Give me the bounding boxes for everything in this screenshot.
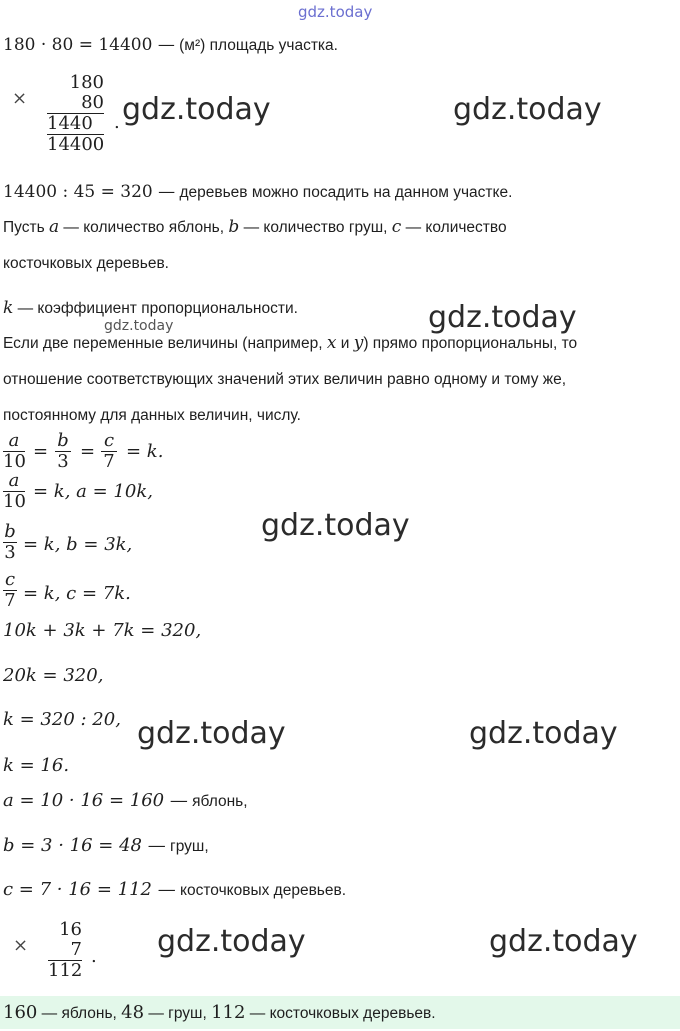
text: — коэффициент пропорциональности. <box>17 300 298 317</box>
area-equation: 180 · 80 = 14400 — <box>3 35 175 55</box>
factor-2: 7 <box>70 939 82 960</box>
line-pear-result <box>3 835 209 858</box>
equation-20k: 20k = 320, <box>3 665 104 686</box>
var-y: y <box>353 333 364 353</box>
watermark: gdz.today <box>428 300 577 335</box>
line-trees-count <box>3 181 512 204</box>
apple-equation: a = 10 · 16 = 160 — <box>3 790 188 811</box>
multiply-dot: . <box>114 112 120 133</box>
text: — яблонь, <box>41 1005 117 1022</box>
watermark-top: gdz.today <box>298 3 373 21</box>
watermark: gdz.today <box>157 924 306 959</box>
text: яблонь, <box>192 793 248 810</box>
factor-2: 80 <box>81 92 104 113</box>
frac-num: c <box>4 569 16 590</box>
multiply-sign: × <box>12 88 28 109</box>
multiply-dot: . <box>91 946 97 967</box>
text: груш, <box>170 838 209 855</box>
trees-equation: 14400 : 45 = 320 — <box>3 182 176 202</box>
frac-num: b <box>57 430 69 451</box>
text: — количество <box>405 219 507 236</box>
watermark-small: gdz.today <box>104 318 174 334</box>
var-b: b <box>228 217 240 237</box>
text: ) прямо пропорциональны, то <box>363 335 578 352</box>
equation-sum: 10k + 3k + 7k = 320, <box>3 620 202 641</box>
answer-stone: 112 <box>211 1002 246 1023</box>
answer-apples: 160 <box>3 1002 38 1023</box>
line-apple-result <box>3 790 248 813</box>
equation-tail: = k, b = 3k, <box>23 534 133 555</box>
factor-1: 16 <box>59 919 82 940</box>
text: — количество груш, <box>243 219 388 236</box>
text: косточковых деревьев. <box>180 882 347 899</box>
equals: = <box>33 441 49 462</box>
product-result: 14400 <box>47 134 105 155</box>
text: — косточковых деревьев. <box>249 1005 436 1022</box>
frac-den: 7 <box>4 590 16 611</box>
frac-num: a <box>8 470 20 491</box>
watermark: gdz.today <box>489 924 638 959</box>
watermark: gdz.today <box>469 716 618 751</box>
text: и <box>340 335 350 352</box>
line-definitions <box>3 216 507 239</box>
frac-den: 10 <box>3 451 26 472</box>
text: — количество яблонь, <box>63 219 225 236</box>
stone-equation: c = 7 · 16 = 112 — <box>3 879 176 900</box>
answer-pears: 48 <box>121 1002 145 1023</box>
line-area <box>3 34 338 57</box>
frac-num: a <box>8 430 20 451</box>
line-coefficient <box>3 297 298 320</box>
pear-equation: b = 3 · 16 = 48 — <box>3 835 166 856</box>
partial-product: 1440 <box>47 113 104 134</box>
equals-k: = k. <box>126 441 164 462</box>
frac-den: 7 <box>101 451 117 472</box>
frac-num: b <box>4 521 16 542</box>
frac-den: 10 <box>3 491 26 512</box>
equation-tail: = k, c = 7k. <box>23 583 131 604</box>
var-c: c <box>391 217 402 237</box>
watermark: gdz.today <box>261 508 410 543</box>
equation-k-value: k = 16. <box>3 755 70 776</box>
line-stone-fruit: косточковых деревьев. <box>3 255 169 272</box>
watermark: gdz.today <box>137 716 286 751</box>
multiply-sign: × <box>13 935 29 956</box>
product-result: 112 <box>48 960 83 981</box>
answer-line <box>3 1002 436 1025</box>
line-constant: постоянному для данных величин, числу. <box>3 407 301 424</box>
frac-den: 3 <box>55 451 71 472</box>
var-k: k <box>3 298 14 318</box>
equation-k-div: k = 320 : 20, <box>3 709 121 730</box>
line-proportional-rule <box>3 332 577 355</box>
line-stone-result <box>3 879 346 902</box>
equals: = <box>80 441 96 462</box>
text: Пусть <box>3 219 45 236</box>
line-ratio-rule: отношение соответствующих значений этих величин равно одному и тому же, <box>3 371 567 388</box>
area-text: (м²) площадь участка. <box>179 37 338 54</box>
trees-text: деревьев можно посадить на данном участке. <box>179 184 513 201</box>
text: — груш, <box>148 1005 207 1022</box>
equation-tail: = k, a = 10k, <box>33 481 153 502</box>
frac-den: 3 <box>4 542 16 563</box>
factor-1: 180 <box>69 72 104 93</box>
frac-num: c <box>103 430 115 451</box>
watermark: gdz.today <box>453 92 602 127</box>
watermark: gdz.today <box>122 92 271 127</box>
text: Если две переменные величины (например, <box>3 335 323 352</box>
var-a: a <box>48 217 60 237</box>
var-x: x <box>326 333 337 353</box>
